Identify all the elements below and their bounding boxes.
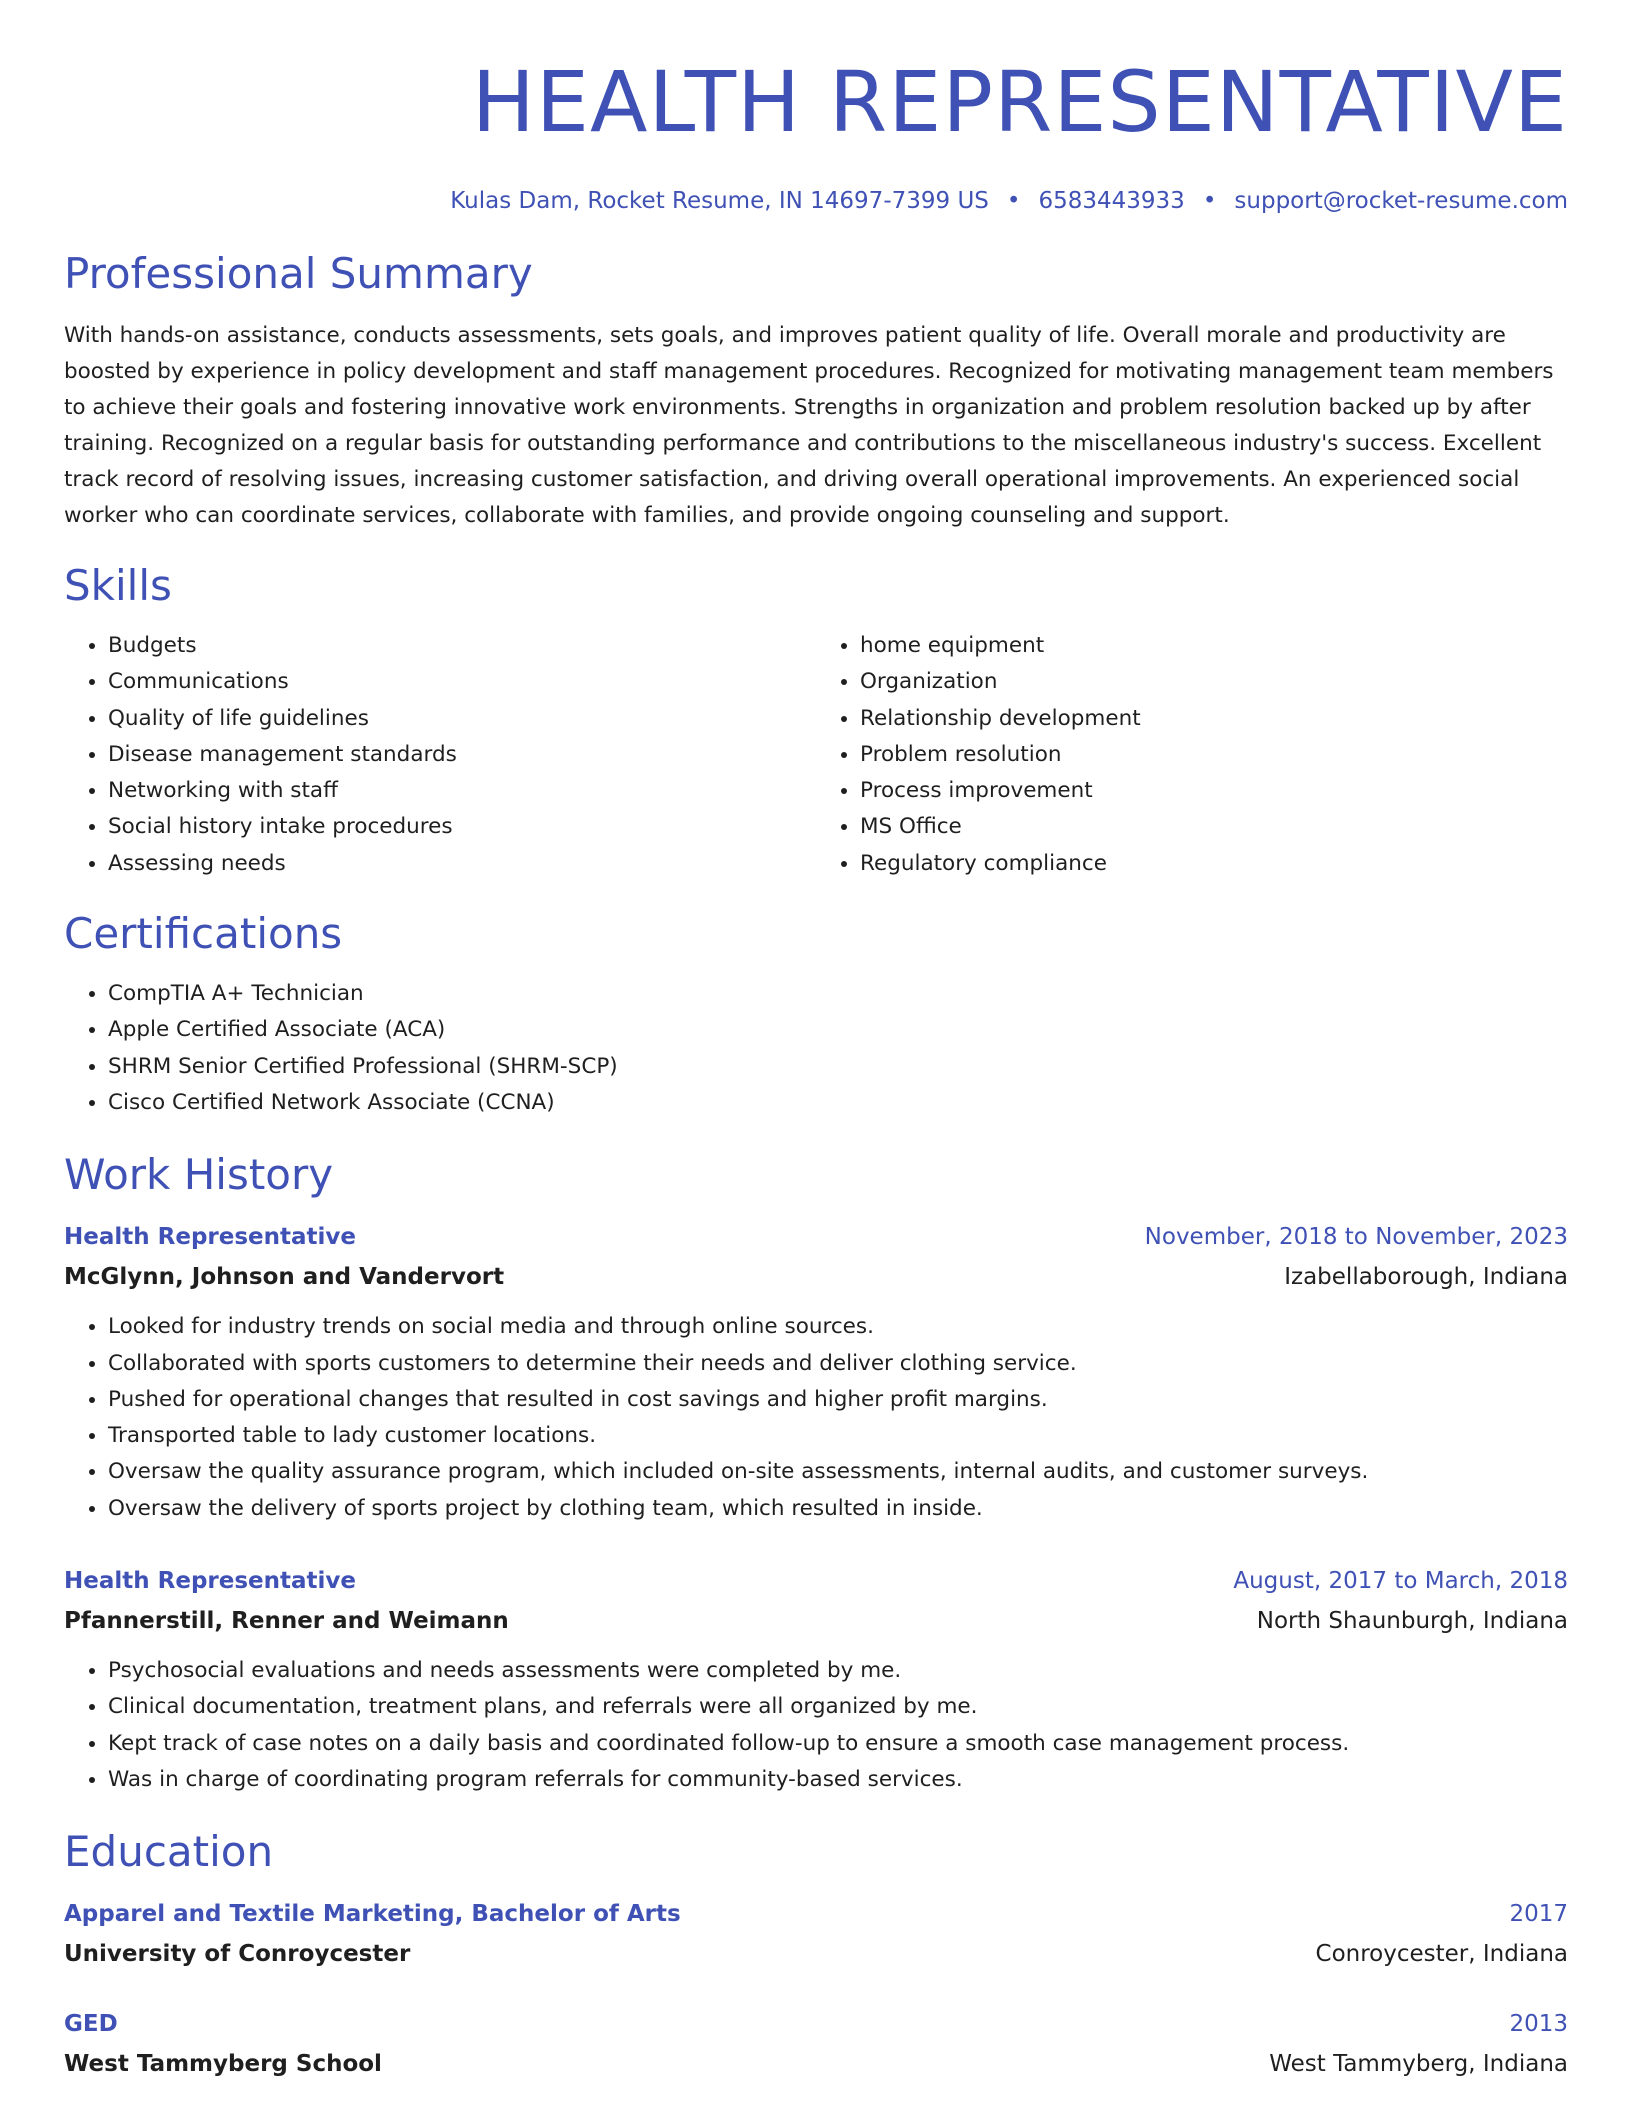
skills-column-right	[816, 628, 1568, 882]
job-bullet: • Collaborated with sports customers to determine their needs and deliver clothing service.	[108, 1346, 1568, 1382]
job-bullet: • Kept track of case notes on a daily basis and coordinated follow-up to ensure a smooth case management process.	[108, 1726, 1568, 1762]
skill-item: • Organization	[860, 664, 1568, 700]
job-entry	[64, 1561, 1568, 1798]
skill-item: • Regulatory compliance	[860, 846, 1568, 882]
certification-item: • CompTIA A+ Technician	[108, 976, 1568, 1012]
education-location: West Tammyberg, Indiana	[1269, 2051, 1568, 2078]
education-entry	[64, 1894, 1568, 1974]
job-header-row	[64, 1217, 1568, 1257]
contact-email[interactable]: support@rocket-resume.com	[1234, 188, 1568, 214]
job-bullet: • Transported table to lady customer locations.	[108, 1418, 1568, 1454]
skill-item: • Quality of life guidelines	[108, 701, 816, 737]
education-degree: Apparel and Textile Marketing, Bachelor of Arts	[64, 1901, 681, 1928]
skill-item: • Budgets	[108, 628, 816, 664]
job-company-row	[64, 1601, 1568, 1641]
contact-phone[interactable]: 6583443933	[1038, 188, 1185, 214]
certification-item: • Cisco Certified Network Associate (CCNA)	[108, 1085, 1568, 1121]
skill-item: • MS Office	[860, 809, 1568, 845]
education-school-row	[64, 2044, 1568, 2084]
resume-header	[64, 0, 1568, 216]
certifications-heading: Certifications	[64, 909, 343, 959]
education-header-row	[64, 2004, 1568, 2044]
skills-list	[64, 628, 1568, 882]
job-company: Pfannerstill, Renner and Weimann	[64, 1608, 509, 1635]
skill-item: • Disease management standards	[108, 737, 816, 773]
skills-column-left	[64, 628, 816, 882]
skill-item: • Problem resolution	[860, 737, 1568, 773]
education-location: Conroycester, Indiana	[1315, 1941, 1568, 1968]
job-bullet: • Looked for industry trends on social media and through online sources.	[108, 1309, 1568, 1345]
skill-item: • Relationship development	[860, 701, 1568, 737]
work-history-heading: Work History	[64, 1150, 334, 1200]
job-bullet: • Oversaw the quality assurance program, which included on-site assessments, internal audits, and customer surveys.	[108, 1454, 1568, 1490]
skill-item: • home equipment	[860, 628, 1568, 664]
job-dates: November, 2018 to November, 2023	[1144, 1224, 1568, 1251]
skill-item: • Process improvement	[860, 773, 1568, 809]
contact-address: Kulas Dam, Rocket Resume, IN 14697-7399 US	[450, 188, 989, 214]
job-company-row	[64, 1257, 1568, 1297]
education-year: 2017	[1509, 1901, 1568, 1928]
job-title: Health Representative	[64, 1224, 356, 1251]
skills-heading: Skills	[64, 561, 172, 610]
contact-separator: •	[1202, 188, 1217, 214]
candidate-name: HEALTH REPRESENTATIVE	[471, 53, 1568, 151]
job-location: North Shaunburgh, Indiana	[1256, 1608, 1568, 1635]
summary-text: With hands-on assistance, conducts assessments, sets goals, and improves patient quality of life. Overall morale and productivity are boosted by experience in policy development and staff management procedures. Recognized for motivating management team members to achieve their goals and fostering innovative work environments. Strengths in organization and problem resolution backed up by after training. Recognized on a regular basis for outstanding performance and contributions to the miscellaneous industry's success. Excellent track record of resolving issues, increasing customer satisfaction, and driving overall operational improvements. An experienced social worker who can coordinate services, collaborate with families, and provide ongoing counseling and support.	[64, 323, 1554, 528]
certification-item: • Apple Certified Associate (ACA)	[108, 1012, 1568, 1048]
contact-separator: •	[1006, 188, 1021, 214]
job-bullet: • Psychosocial evaluations and needs assessments were completed by me.	[108, 1653, 1568, 1689]
education-heading: Education	[64, 1827, 274, 1877]
education-year: 2013	[1509, 2011, 1568, 2038]
job-bullet: • Pushed for operational changes that resulted in cost savings and higher profit margins.	[108, 1382, 1568, 1418]
job-bullet: • Clinical documentation, treatment plans, and referrals were all organized by me.	[108, 1689, 1568, 1725]
education-entry	[64, 2004, 1568, 2084]
education-school: West Tammyberg School	[64, 2051, 382, 2078]
contact-line	[64, 186, 1568, 216]
education-school: University of Conroycester	[64, 1941, 411, 1968]
education-school-row	[64, 1934, 1568, 1974]
skill-item: • Communications	[108, 664, 816, 700]
certification-item: • SHRM Senior Certified Professional (SHRM-SCP)	[108, 1049, 1568, 1085]
skill-item: • Assessing needs	[108, 846, 816, 882]
summary-heading: Professional Summary	[64, 249, 533, 298]
job-entry	[64, 1217, 1568, 1527]
job-header-row	[64, 1561, 1568, 1601]
job-bullets	[64, 1309, 1568, 1527]
education-header-row	[64, 1894, 1568, 1934]
education-degree: GED	[64, 2011, 118, 2038]
job-title: Health Representative	[64, 1568, 356, 1595]
job-location: Izabellaborough, Indiana	[1284, 1264, 1568, 1291]
job-dates: August, 2017 to March, 2018	[1233, 1568, 1568, 1595]
skill-item: • Social history intake procedures	[108, 809, 816, 845]
certifications-list	[64, 976, 1568, 1121]
job-company: McGlynn, Johnson and Vandervort	[64, 1264, 505, 1291]
job-bullets	[64, 1653, 1568, 1798]
job-bullet: • Was in charge of coordinating program referrals for community-based services.	[108, 1762, 1568, 1798]
job-bullet: • Oversaw the delivery of sports project by clothing team, which resulted in inside.	[108, 1491, 1568, 1527]
skill-item: • Networking with staff	[108, 773, 816, 809]
